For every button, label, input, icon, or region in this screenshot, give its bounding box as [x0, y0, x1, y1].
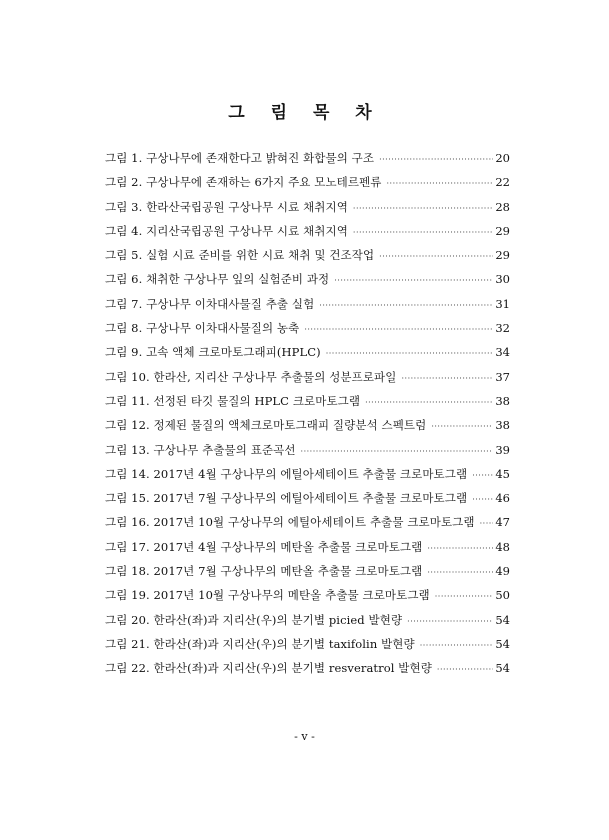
toc-entry-page: 34: [495, 345, 510, 360]
leader-dots: [480, 519, 494, 528]
page-title: 그 림 목 차: [228, 103, 381, 123]
toc-entry[interactable]: [105, 369, 510, 393]
toc-entry-label: 그림 17. 2017년 4월 구상나무의 메탄올 추출물 크로마토그램: [105, 539, 423, 554]
toc-entry-label: 그림 6. 채취한 구상나무 잎의 실험준비 과정: [105, 272, 330, 287]
toc-entry-page: 48: [495, 539, 510, 554]
toc-entry-label: 그림 20. 한라산(좌)과 지리산(우)의 분기별 picied 발현량: [105, 612, 403, 627]
leader-dots: [472, 471, 493, 480]
leader-dots: [353, 228, 493, 237]
leader-dots: [435, 592, 494, 601]
toc-entry-label: 그림 3. 한라산국립공원 구상나무 시료 채취지역: [105, 199, 348, 214]
toc-entry[interactable]: [105, 344, 510, 368]
leader-dots: [301, 447, 494, 456]
toc-entry[interactable]: [105, 587, 510, 611]
leader-dots: [365, 398, 493, 407]
toc-entry[interactable]: [105, 320, 510, 344]
toc-entry[interactable]: [105, 539, 510, 563]
toc-entry-page: 20: [495, 151, 510, 165]
leader-dots: [427, 568, 493, 577]
toc-entry-page: 22: [495, 175, 510, 190]
toc-entry[interactable]: [105, 247, 510, 271]
page-number-footer: - v -: [294, 730, 315, 743]
toc-entry-label: 그림 8. 구상나무 이차대사물질의 농축: [105, 321, 300, 336]
leader-dots: [431, 422, 493, 431]
toc-entry-page: 31: [495, 296, 510, 311]
toc-entry-page: 54: [495, 636, 510, 651]
toc-entry-label: 그림 14. 2017년 4월 구상나무의 에틸아세테이트 추출물 크로마토그램: [105, 466, 468, 481]
leader-dots: [387, 179, 494, 188]
toc-entry-label: 그림 19. 2017년 10월 구상나무의 메탄올 추출물 크로마토그램: [105, 588, 430, 603]
toc-entry-label: 그림 11. 선정된 타깃 물질의 HPLC 크로마토그램: [105, 393, 361, 408]
toc-entry-label: 그림 12. 정제된 물질의 액체크로마토그래피 질량분석 스펙트럼: [105, 418, 427, 433]
leader-dots: [319, 301, 493, 310]
leader-dots: [353, 204, 493, 213]
toc-entry[interactable]: [105, 514, 510, 538]
toc-entry-page: 39: [495, 442, 510, 457]
toc-entry-page: 38: [495, 418, 510, 433]
toc-entry[interactable]: [105, 174, 510, 198]
toc-entry[interactable]: [105, 199, 510, 223]
toc-entry-label: 그림 22. 한라산(좌)과 지리산(우)의 분기별 resveratrol 발현량: [105, 661, 432, 676]
toc-entry-page: 54: [495, 661, 510, 676]
toc-entry-page: 46: [495, 491, 510, 506]
toc-entry[interactable]: [105, 296, 510, 320]
toc-entry-label: 그림 13. 구상나무 추출물의 표준곡선: [105, 442, 296, 457]
toc-entry[interactable]: [105, 150, 510, 174]
toc-entry-label: 그림 21. 한라산(좌)과 지리산(우)의 분기별 taxifolin 발현량: [105, 636, 415, 651]
toc-entry-page: 30: [495, 272, 510, 287]
toc-entry-label: 그림 2. 구상나무에 존재하는 6가지 주요 모노테르펜류: [105, 175, 382, 190]
toc-entry-label: 그림 16. 2017년 10월 구상나무의 에틸아세테이트 추출물 크로마토그램: [105, 515, 475, 530]
leader-dots: [427, 544, 493, 553]
toc-entry[interactable]: [105, 466, 510, 490]
toc-entry-page: 49: [495, 564, 510, 579]
toc-entry-label: 그림 18. 2017년 7월 구상나무의 메탄올 추출물 크로마토그램: [105, 564, 423, 579]
toc-entry-page: 38: [495, 393, 510, 408]
toc-entry-label: 그림 1. 구상나무에 존재한다고 밝혀진 화합물의 구조: [105, 151, 375, 165]
toc-entry-page: 29: [495, 223, 510, 238]
toc-entry[interactable]: [105, 417, 510, 441]
leader-dots: [437, 665, 493, 674]
leader-dots: [379, 252, 493, 261]
leader-dots: [407, 617, 493, 626]
toc-entry[interactable]: [105, 393, 510, 417]
toc-entry-label: 그림 7. 구상나무 이차대사물질 추출 실험: [105, 296, 315, 311]
toc-entry-label: 그림 10. 한라산, 지리산 구상나무 추출물의 성분프로파일: [105, 369, 397, 384]
toc-entry[interactable]: [105, 563, 510, 587]
figure-list: [105, 150, 510, 685]
leader-dots: [379, 155, 493, 164]
toc-entry[interactable]: [105, 442, 510, 466]
toc-entry[interactable]: [105, 271, 510, 295]
toc-entry-label: 그림 5. 실험 시료 준비를 위한 시료 채취 및 건조작업: [105, 248, 375, 263]
toc-entry-page: 32: [495, 321, 510, 336]
leader-dots: [334, 276, 493, 285]
toc-entry-page: 29: [495, 248, 510, 263]
toc-entry-page: 47: [495, 515, 510, 530]
toc-entry[interactable]: [105, 223, 510, 247]
leader-dots: [472, 495, 493, 504]
toc-entry-label: 그림 15. 2017년 7월 구상나무의 에틸아세테이트 추출물 크로마토그램: [105, 491, 468, 506]
leader-dots: [304, 325, 493, 334]
toc-entry-page: 28: [495, 199, 510, 214]
toc-entry-page: 54: [495, 612, 510, 627]
leader-dots: [401, 374, 493, 383]
leader-dots: [326, 349, 494, 358]
toc-entry[interactable]: [105, 612, 510, 636]
toc-entry[interactable]: [105, 636, 510, 660]
toc-entry-page: 37: [495, 369, 510, 384]
toc-entry-label: 그림 9. 고속 액체 크로마토그래피(HPLC): [105, 345, 321, 360]
toc-entry[interactable]: [105, 490, 510, 514]
toc-entry[interactable]: [105, 660, 510, 684]
toc-entry-page: 50: [495, 588, 510, 603]
leader-dots: [420, 641, 494, 650]
toc-entry-page: 45: [495, 466, 510, 481]
toc-entry-label: 그림 4. 지리산국립공원 구상나무 시료 채취지역: [105, 223, 348, 238]
